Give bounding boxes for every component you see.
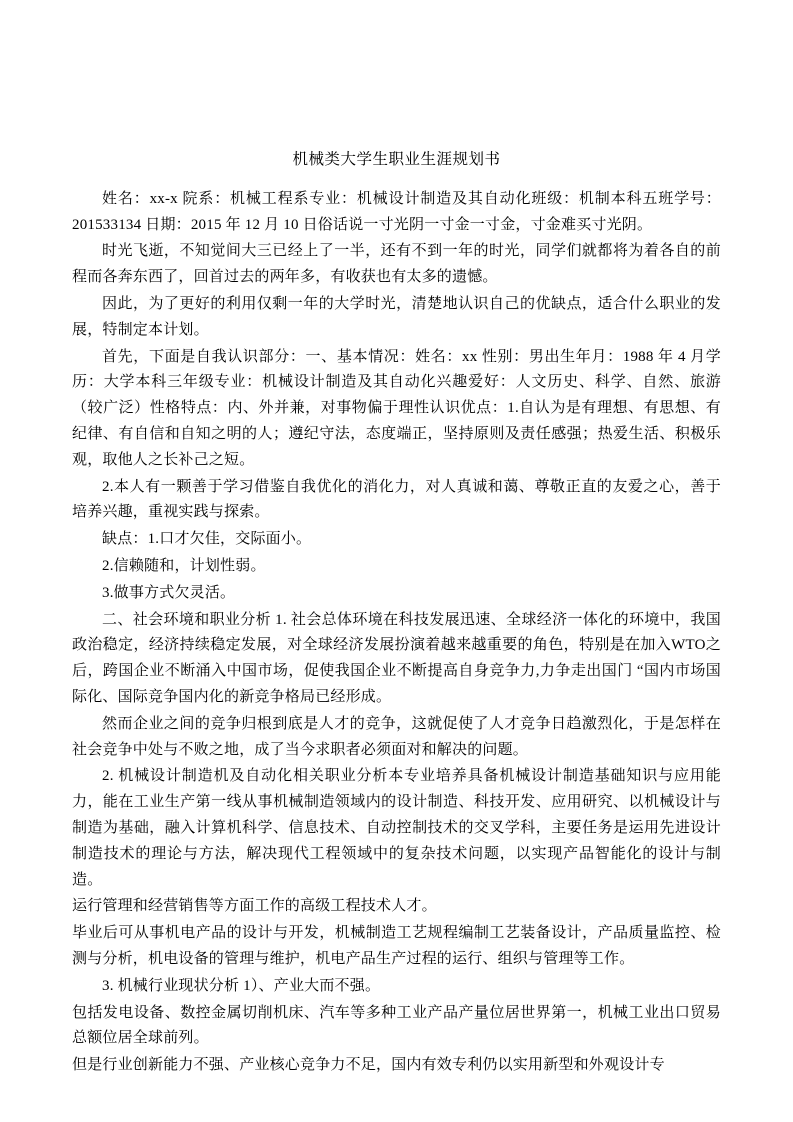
paragraph-merit-2: 2.本人有一颗善于学习借鉴自我优化的消化力，对人真诚和蔼、尊敬正直的友爱之心，善于培养兴趣，重视实践与探索。 — [72, 478, 721, 521]
paragraph-time-flies: 时光飞逝，不知觉间大三已经上了一半，还有不到一年的时光，同学们就都将为着各自的前程而各奔东西了，回首过去的两年多，有收获也有太多的遗憾。 — [72, 243, 721, 286]
paragraph-self-recognition: 首先，下面是自我认识部分：一、基本情况：姓名：xx 性别：男出生年月：1988 年 4 月学历：大学本科三年级专业：机械设计制造及其自动化兴趣爱好：人文历史、科学、自然、旅游（较广泛）性格特点：内、外并兼，对事物偏于理性认识优点：1.自认为是有理想、有思想、有纪律、有自信和自知之明的人；遵纪守法，态度端正，坚持原则及责任感强；热爱生活、积极乐观，取他人之长补己之短。 — [72, 348, 721, 468]
paragraph-shortcoming-3: 3.做事方式欠灵活。 — [102, 584, 236, 601]
paragraph-industry-weak: 但是行业创新能力不强、产业核心竞争力不足，国内有效专利仍以实用新型和外观设计专 — [72, 1057, 665, 1074]
paragraph-competition: 然而企业之间的竞争归根到底是人才的竞争，这就促使了人才竞争日趋激烈化，于是怎样在社会竞争中处与不败之地，成了当今求职者必须面对和解决的问题。 — [72, 715, 721, 758]
paragraph-graduate-work: 毕业后可从事机电产品的设计与开发，机械制造工艺规程编制工艺装备设计，产品质量监控、检测与分析，机电设备的管理与维护，机电产品生产过程的运行、组织与管理等工作。 — [72, 925, 721, 967]
paragraph-purpose: 因此，为了更好的利用仅剩一年的大学时光，清楚地认识自己的优缺点，适合什么职业的发展，特制定本计划。 — [72, 295, 721, 338]
paragraph-industry-scale: 包括发电设备、数控金属切削机床、汽车等多种工业产品产量位居世界第一，机械工业出口贸易总额位居全球前列。 — [72, 1004, 721, 1047]
paragraph-industry-status: 3. 机械行业现状分析 1）、产业大而不强。 — [102, 977, 381, 994]
paragraph-major-analysis: 2. 机械设计制造机及自动化相关职业分析本专业培养具备机械设计制造基础知识与应用能力，能在工业生产第一线从事机械制造领域内的设计制造、科技开发、应用研究、以机械设计与制造为基础，融入计算机科学、信息技术、自动控制技术的交叉学科，主要任务是运用先进设计制造技术的理论与方法，解决现代工程领域中的复杂技术问题，以实现产品智能化的设计与制造。 — [72, 768, 721, 888]
page-title: 机械类大学生职业生涯规划书 — [292, 151, 501, 168]
paragraph-shortcoming-2: 2.信赖随和，计划性弱。 — [102, 557, 266, 574]
paragraph-identity: 姓名：xx-x 院系：机械工程系专业：机械设计制造及其自动化班级：机制本科五班学号：201533134 日期：2015 年 12 月 10 日俗话说一寸光阴一寸金一寸金，寸金难买寸光阴。 — [72, 190, 721, 233]
document-body — [72, 187, 721, 1079]
paragraph-shortcoming-1: 缺点：1.口才欠佳，交际面小。 — [102, 531, 312, 548]
paragraph-social-analysis: 二、社会环境和职业分析 1. 社会总体环境在科技发展迅速、全球经济一体化的环境中，我国政治稳定，经济持续稳定发展，对全球经济发展扮演着越来越重要的角色，特别是在加入WTO之后，跨国企业不断涌入中国市场，促使我国企业不断提高自身竞争力,力争走出国门 “国内市场国际化、国际竞争国内化的新竞争格局已经形成。 — [72, 611, 721, 705]
paragraph-operation: 运行管理和经营销售等方面工作的高级工程技术人才。 — [72, 898, 437, 915]
